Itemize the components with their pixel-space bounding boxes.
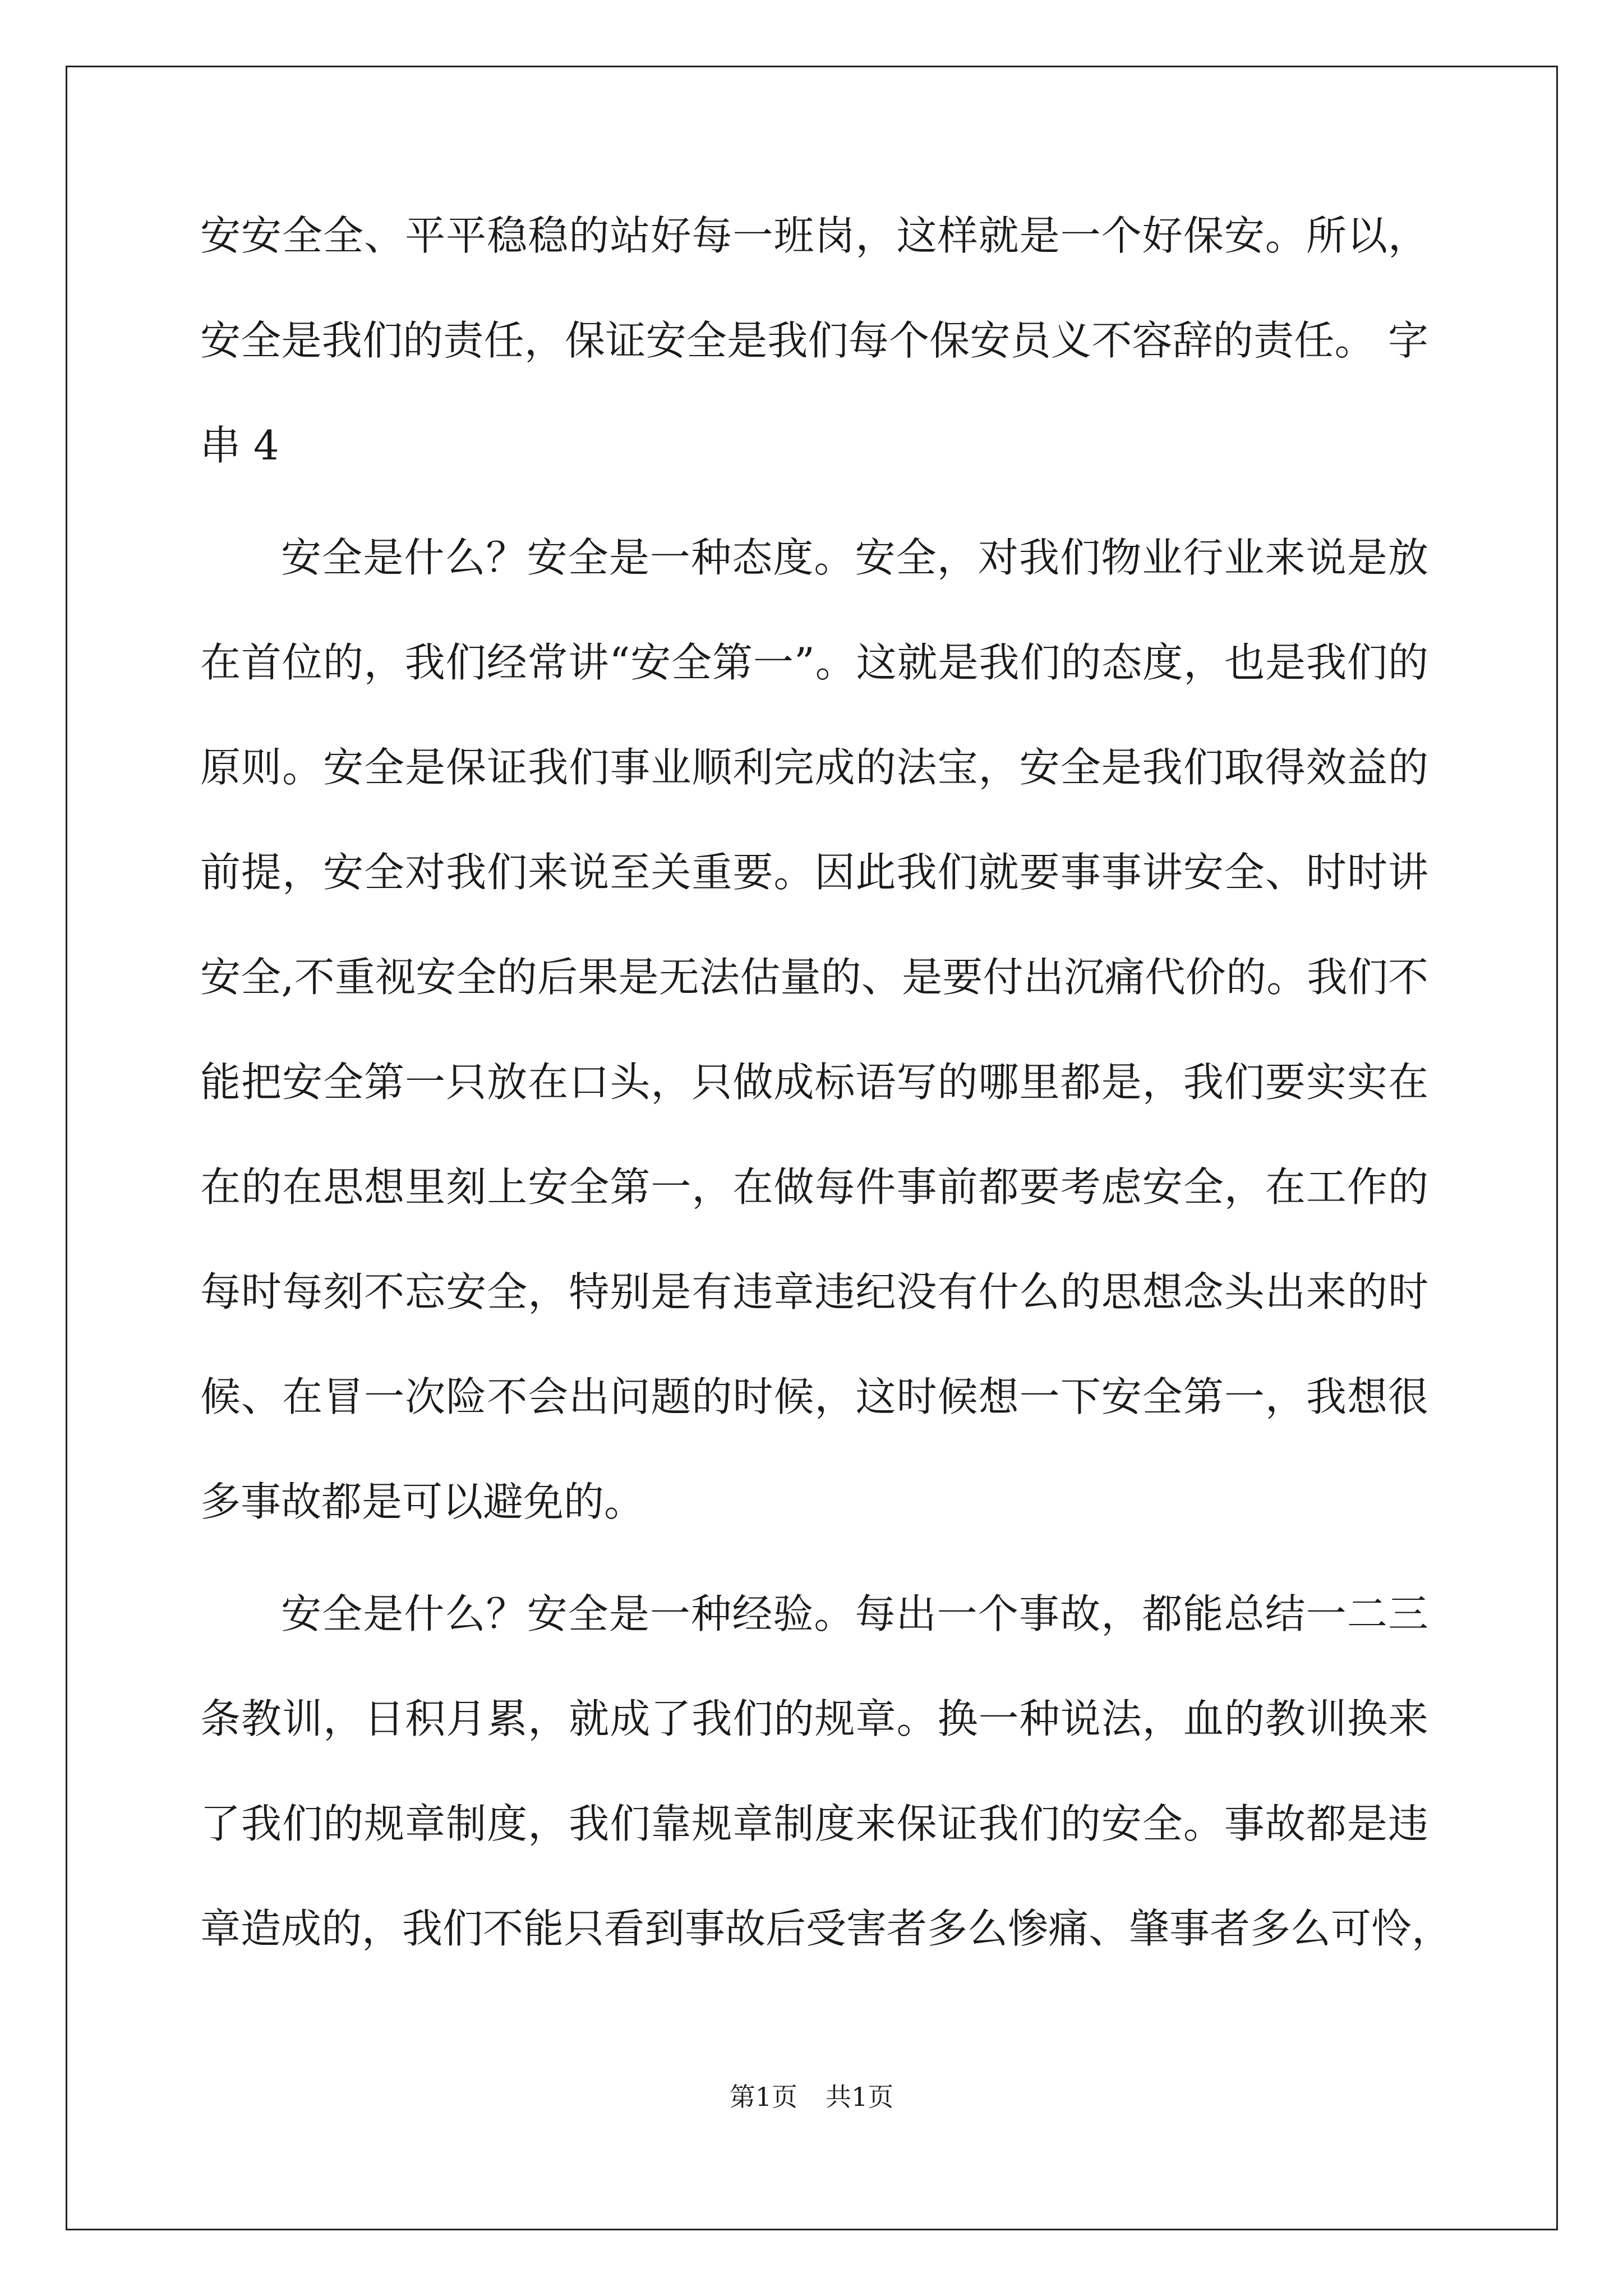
text-line: 条教训，日积月累，就成了我们的规章。换一种说法，血的教训换来 <box>200 1695 1428 1742</box>
text-line: 在的在思想里刻上安全第一，在做每件事前都要考虑安全，在工作的 <box>200 1163 1428 1211</box>
page-number: 第1页 <box>729 2082 797 2112</box>
page-total: 共1页 <box>826 2082 894 2112</box>
document-body <box>200 208 1453 2005</box>
text-line: 原则。安全是保证我们事业顺利完成的法宝，安全是我们取得效益的 <box>200 744 1428 791</box>
text-line: 能把安全第一只放在口头，只做成标语写的哪里都是，我们要实实在 <box>200 1059 1428 1106</box>
text-line: 安全是我们的责任，保证安全是我们每个保安员义不容辞的责任。 字 <box>200 317 1428 364</box>
text-line: 前提，安全对我们来说至关重要。因此我们就要事事讲安全、时时讲 <box>200 849 1428 896</box>
paragraph-first-line: 安全是什么？安全是一种态度。安全，对我们物业行业来说是放 <box>281 534 1428 581</box>
text-line: 串 4 <box>200 422 279 469</box>
text-line: 多事故都是可以避免的。 <box>200 1478 645 1525</box>
text-line: 在首位的，我们经常讲“安全第一”。这就是我们的态度，也是我们的 <box>200 639 1428 686</box>
paragraph-first-line: 安全是什么？安全是一种经验。每出一个事故，都能总结一二三 <box>281 1590 1428 1637</box>
text-line: 安安全全、平平稳稳的站好每一班岗，这样就是一个好保安。所以， <box>200 212 1428 259</box>
text-line: 安全,不重视安全的后果是无法估量的、是要付出沉痛代价的。我们不 <box>200 954 1428 1001</box>
text-line: 了我们的规章制度，我们靠规章制度来保证我们的安全。事故都是违 <box>200 1800 1428 1847</box>
text-line: 章造成的，我们不能只看到事故后受害者多么惨痛、肇事者多么可怜， <box>200 1905 1453 1952</box>
text-line: 每时每刻不忘安全，特别是有违章违纪没有什么的思想念头出来的时 <box>200 1268 1428 1315</box>
text-line: 候、在冒一次险不会出问题的时候，这时候想一下安全第一，我想很 <box>200 1373 1428 1420</box>
page-footer <box>0 2080 1623 2114</box>
